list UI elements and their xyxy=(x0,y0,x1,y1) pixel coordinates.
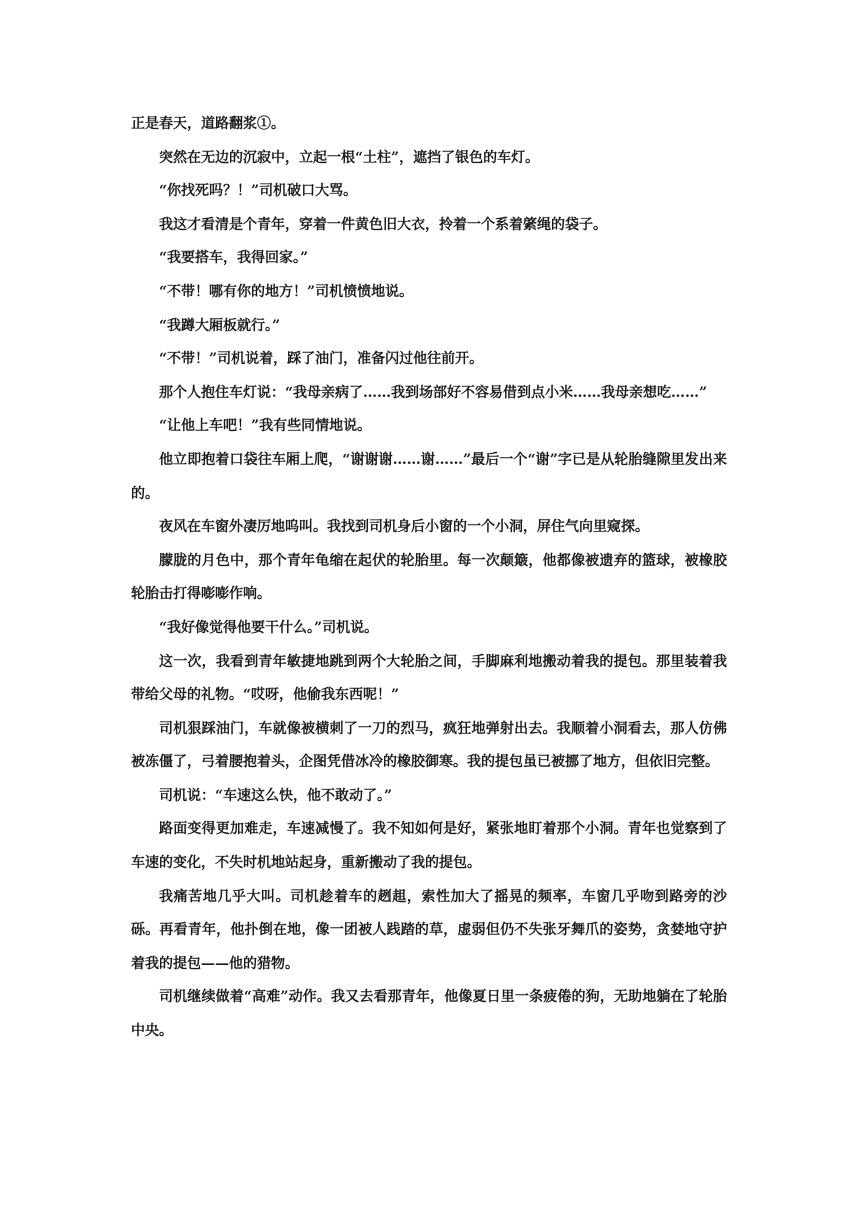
paragraph: 我这才看清是个青年，穿着一件黄色旧大衣，拎着一个系着綮绳的袋子。 xyxy=(159,216,607,233)
story-text xyxy=(131,108,727,1049)
paragraph: 正是春天，道路翻浆①。 xyxy=(131,116,285,132)
paragraph: 这一次，我看到青年敏捷地跳到两个大轮胎之间，手脚麻利地搬动着我的提包。那里装着我带给父母的礼物。“哎呀，他偷我东西呢！” xyxy=(131,653,727,704)
paragraph: “我好像觉得他要干什么。”司机说。 xyxy=(159,619,379,636)
paragraph: 我痛苦地几乎大叫。司机趁着车的趔趄，索性加大了摇晃的频率，车窗几乎吻到路旁的沙砾。再看青年，他扑倒在地，像一团被人践踏的草，虚弱但仍不失张牙舞爪的姿势，贪婪地守护着我的提包——他的猎物。 xyxy=(131,888,727,972)
paragraph: 路面变得更加难走，车速减慢了。我不知如何是好，紧张地盯着那个小洞。青年也觉察到了车速的变化，不失时机地站起身，重新搬动了我的提包。 xyxy=(131,821,727,872)
paragraph: “我蹲大厢板就行。” xyxy=(159,317,281,334)
paragraph: 司机继续做着“高难”动作。我又去看那青年，他像夏日里一条疲倦的狗，无助地躺在了轮胎中央。 xyxy=(131,989,727,1040)
paragraph: 朦胧的月色中，那个青年龟缩在起伏的轮胎里。每一次颠簸，他都像被遗弃的篮球，被橡胶轮胎击打得嘭嘭作响。 xyxy=(131,552,727,603)
paragraph: “不带！哪有你的地方！”司机愤愤地说。 xyxy=(159,283,414,300)
paragraph: “让他上车吧！”我有些同情地说。 xyxy=(159,418,372,435)
paragraph: 司机狠踩油门，车就像被横刺了一刀的烈马，疯狂地弹射出去。我顺着小洞看去，那人仿佛被冻僵了，弓着腰抱着头，企图凭借冰冷的橡胶御寒。我的提包虽已被挪了地方，但依旧完整。 xyxy=(131,720,727,771)
paragraph: “你找死吗？！”司机破口大骂。 xyxy=(159,183,358,200)
paragraph: 夜风在车窗外凄厉地呜叫。我找到司机身后小窗的一个小洞，屏住气向里窥探。 xyxy=(159,519,649,536)
paragraph: 那个人抱住车灯说：“我母亲病了……我到场部好不容易借到点小米……我母亲想吃……” xyxy=(159,384,708,401)
paragraph: 他立即抱着口袋往车厢上爬，“谢谢谢……谢……”最后一个“谢”字已是从轮胎缝隙里发出来的。 xyxy=(131,451,727,502)
paragraph: “不带！”司机说着，踩了油门，准备闪过他往前开。 xyxy=(159,351,484,368)
paragraph: 司机说：“车速这么快，他不敢动了。” xyxy=(159,787,393,804)
paragraph: “我要搭车，我得回家。” xyxy=(159,250,309,267)
paragraph: 突然在无边的沉寂中，立起一根“土柱”，遮挡了银色的车灯。 xyxy=(159,149,540,166)
